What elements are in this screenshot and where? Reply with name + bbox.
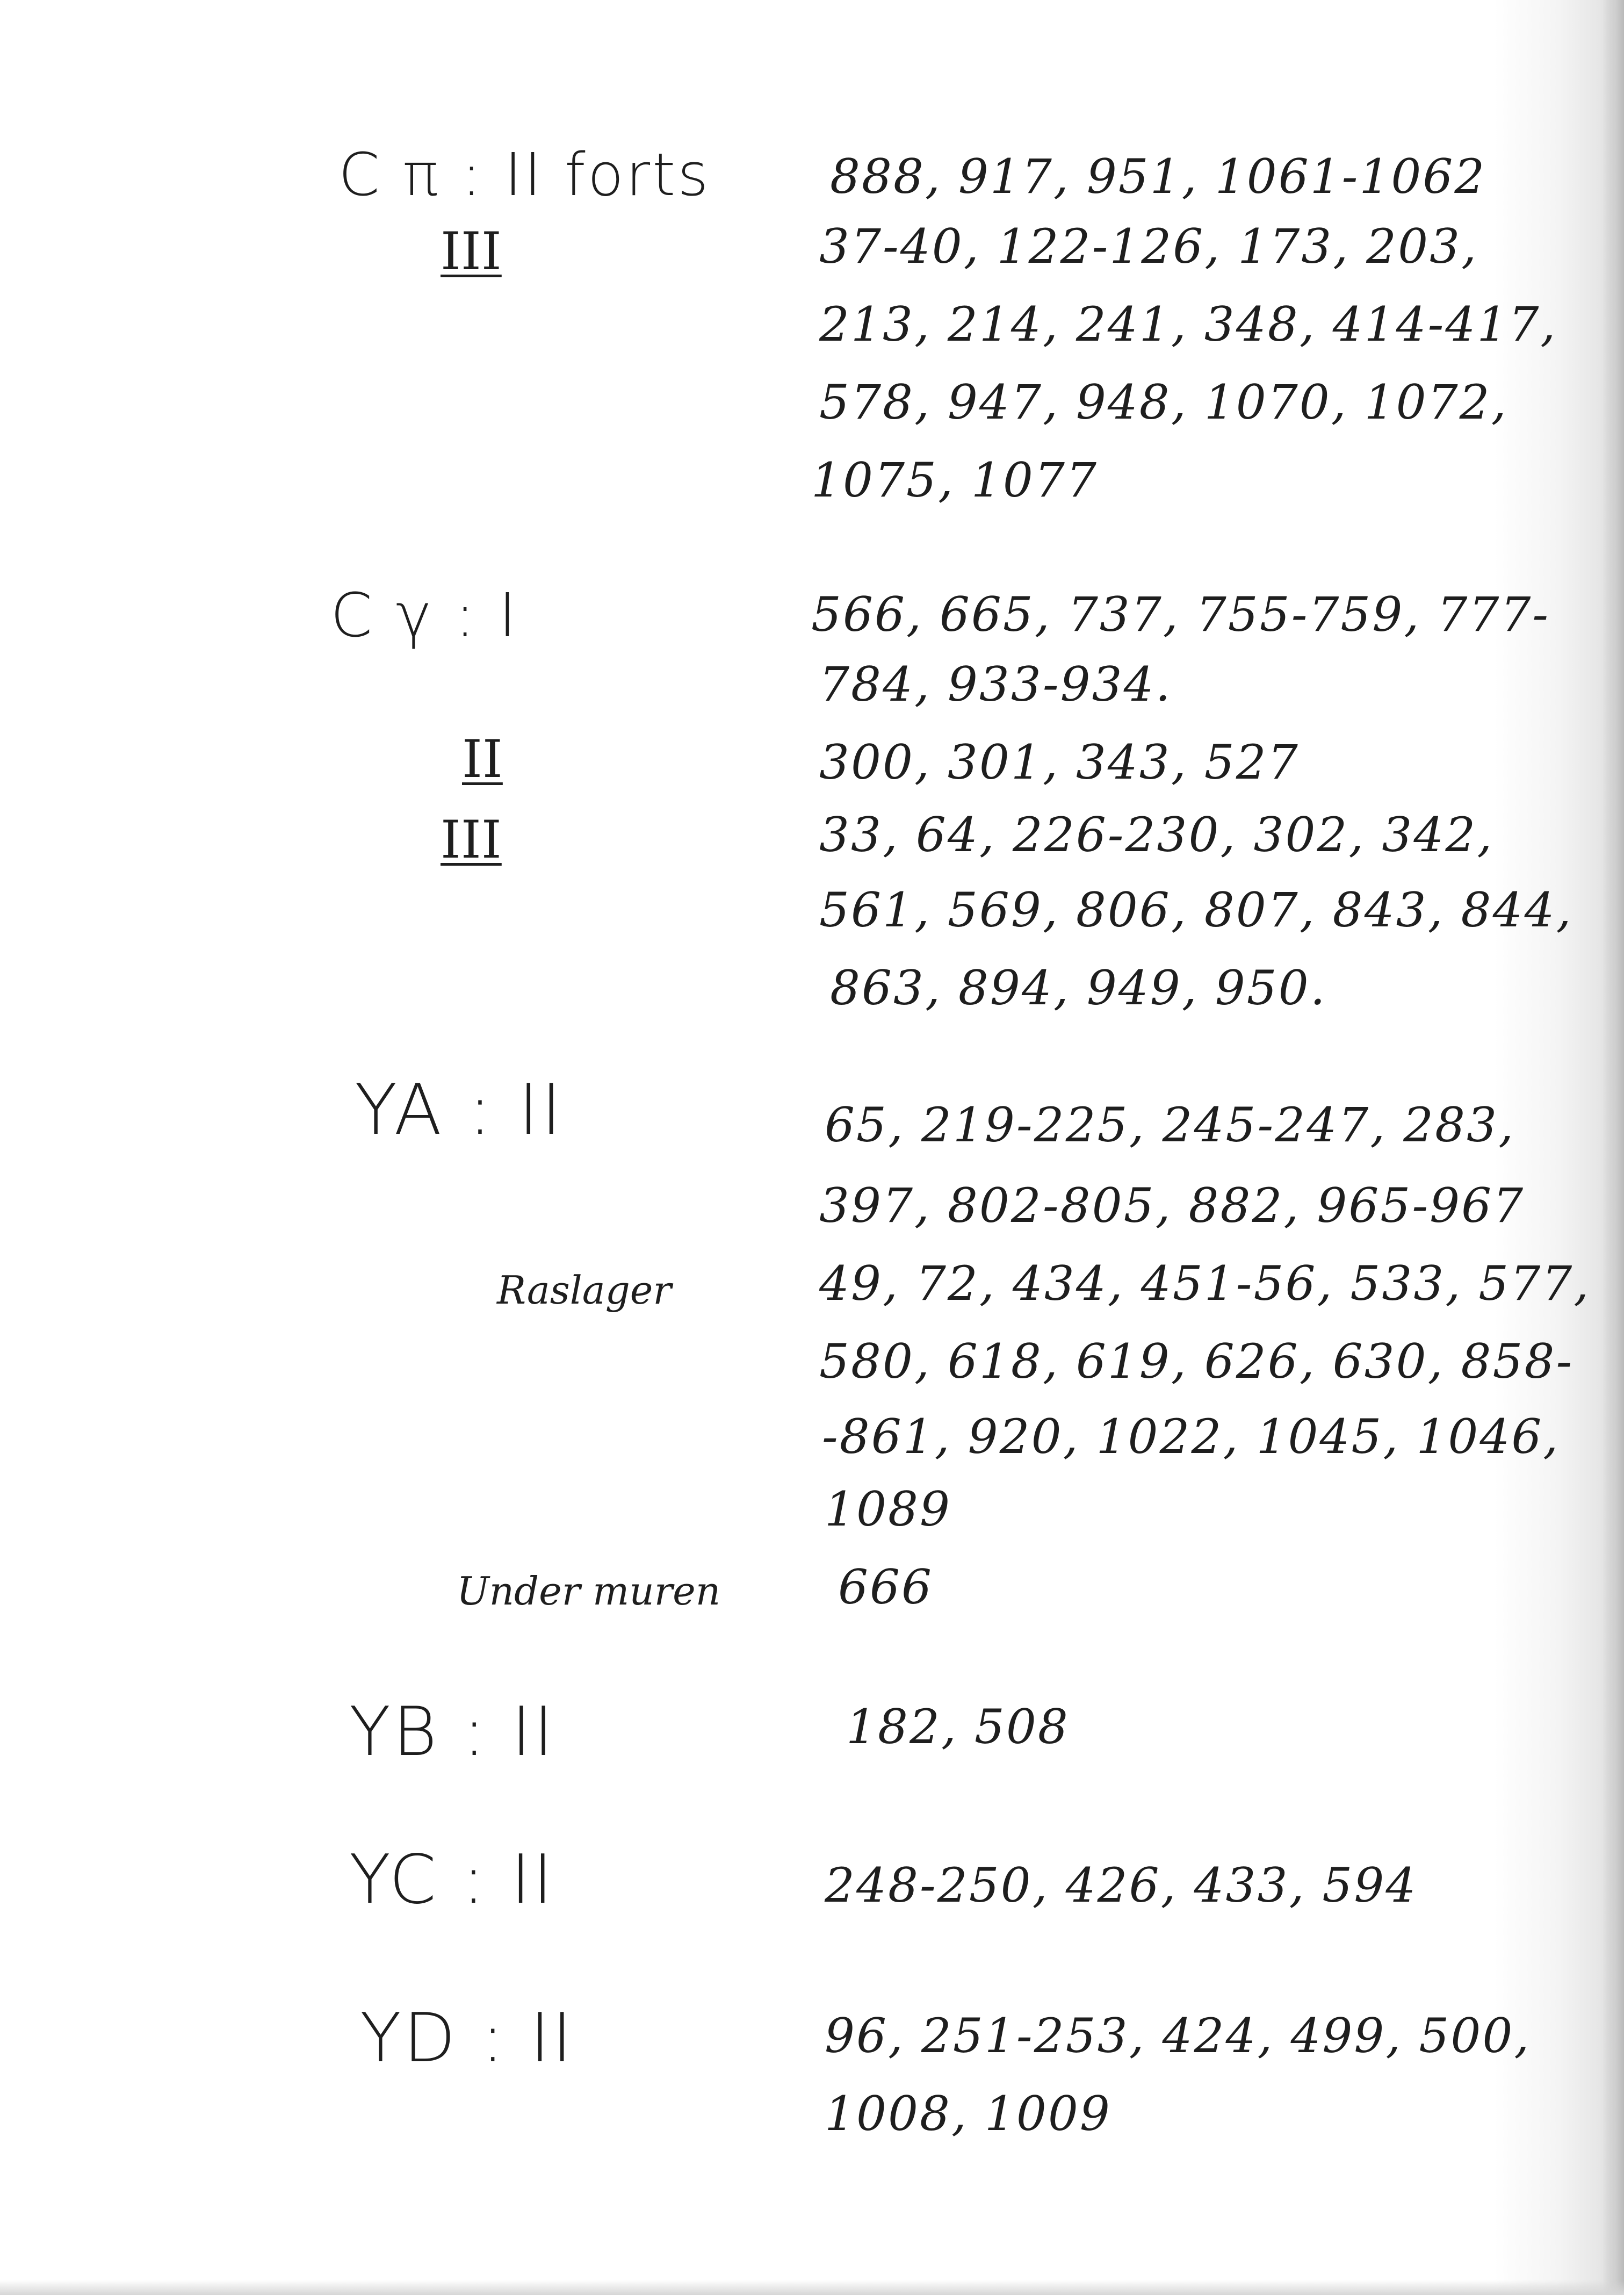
entry-numbers-line: 566, 665, 737, 755-759, 777- (811, 587, 1550, 642)
entry-label: Under muren (457, 1569, 721, 1614)
entry-numbers-line: 182, 508 (846, 1699, 1070, 1754)
entry-numbers-line: 888, 917, 951, 1061-1062 (830, 149, 1486, 204)
entry-label: C π : II forts (338, 140, 711, 209)
entry-numbers-line: 49, 72, 434, 451-56, 533, 577, (819, 1256, 1591, 1311)
entry-numbers-line: 213, 214, 241, 348, 414-417, (819, 297, 1557, 352)
entry-label: YC : II (349, 1840, 555, 1919)
entry-label: C γ : I (330, 581, 519, 651)
page-edge-shadow (0, 2280, 1624, 2295)
entry-numbers-line: 561, 569, 806, 807, 843, 844, (819, 882, 1573, 938)
entry-label: II (462, 729, 503, 789)
entry-numbers-line: 300, 301, 343, 527 (819, 735, 1300, 790)
entry-label: III (441, 810, 502, 870)
entry-numbers-line: 1075, 1077 (811, 452, 1098, 508)
entry-numbers-line: 578, 947, 948, 1070, 1072, (819, 375, 1508, 430)
entry-label: III (441, 221, 502, 282)
entry-label: YA : II (355, 1069, 564, 1150)
entry-label: YD : II (360, 1998, 574, 2077)
entry-numbers-line: 784, 933-934. (819, 657, 1172, 712)
entry-numbers-line: 248-250, 426, 433, 594 (825, 1858, 1418, 1913)
entry-label: YB : II (349, 1692, 556, 1771)
entry-numbers-line: 33, 64, 226-230, 302, 342, (819, 807, 1494, 862)
entry-numbers-line: -861, 920, 1022, 1045, 1046, (822, 1409, 1560, 1464)
entry-numbers-line: 580, 618, 619, 626, 630, 858- (819, 1334, 1574, 1389)
entry-numbers-line: 863, 894, 949, 950. (830, 960, 1327, 1016)
page-edge-shadow (1603, 0, 1624, 2295)
entry-numbers-line: 37-40, 122-126, 173, 203, (819, 219, 1478, 274)
entry-label: Raslager (497, 1268, 672, 1313)
entry-numbers-line: 65, 219-225, 245-247, 283, (825, 1097, 1515, 1153)
entry-numbers-line: 96, 251-253, 424, 499, 500, (825, 2008, 1531, 2063)
entry-numbers-line: 1089 (825, 1481, 951, 1537)
entry-numbers-line: 1008, 1009 (825, 2086, 1111, 2141)
entry-numbers-line: 666 (838, 1559, 933, 1615)
entry-numbers-line: 397, 802-805, 882, 965-967 (819, 1178, 1525, 1233)
